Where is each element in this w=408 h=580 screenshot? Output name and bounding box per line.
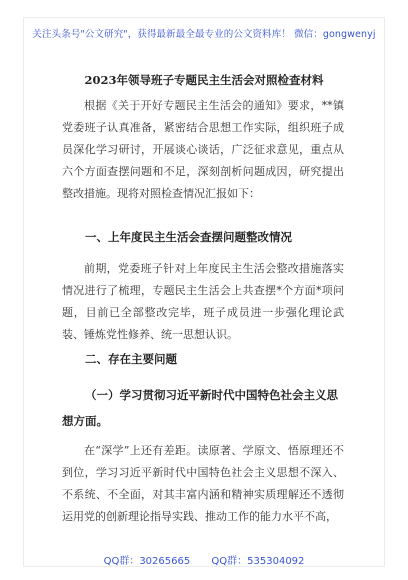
document-title: 2023年领导班子专题民主生活会对照检查材料 — [84, 73, 324, 87]
footer-qq-group-1: QQ群：30265665 — [103, 556, 191, 567]
subsection-1-heading: （一）学习贯彻习近平新时代中国特色社会主义思想方面。 — [62, 388, 338, 428]
section-2-heading: 二、存在主要问题 — [85, 352, 177, 366]
footer-qq-group-2: QQ群：535304092 — [211, 556, 305, 567]
section-1-heading: 一、上年度民主生活会查摆问题整改情况 — [85, 230, 292, 244]
subsection-1-paragraph: 在“深学”上还有差距。读原著、学原文、悟原理还不到位，学习习近平新时代中国特色社会主义思想不深入、不系统、不全面，对其丰富内涵和精神实质理解还不透彻运用党的创新理论指导实践、推动工作的能力水平不高， — [62, 444, 344, 523]
header-note: 关注头条号"公文研究"，获得最新最全最专业的公文资料库！ 微信：gongwenyj — [32, 29, 376, 40]
section-1-paragraph: 前期，党委班子针对上年度民主生活会整改措施落实情况进行了梳理，专题民主生活会上共查摆*个方面*项问题，目前已全部整改完毕，班子成员进一步强化理论武装、锤炼党性修养、统一思想认识。 — [62, 262, 344, 341]
footer-contacts — [24, 552, 384, 567]
intro-paragraph: 根据《关于开好专题民主生活会的通知》要求，**镇党委班子认真准备，紧密结合思想工作实际，组织班子成员深化学习研讨，开展谈心谈话，广泛征求意见，重点从六个方面查摆问题和不足，深刻剖析问题成因，研究提出整改措施。现将对照检查情况汇报如下： — [62, 99, 344, 200]
document-page — [24, 18, 384, 566]
